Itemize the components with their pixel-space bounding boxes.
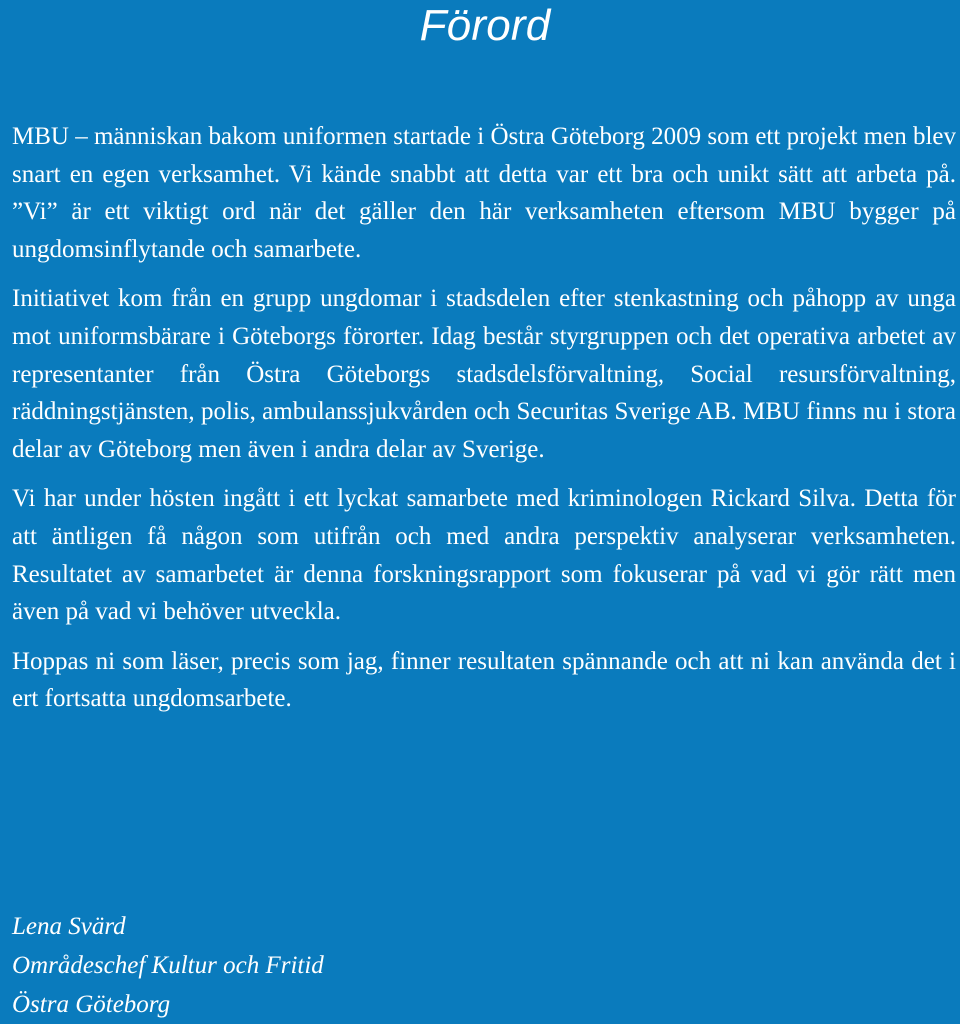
page-title: Förord [419, 1, 551, 50]
paragraph-intro: MBU – människan bakom uniformen startade i Östra Göteborg 2009 som ett projekt men blev snart en egen verksamhet. Vi kände snabbt att detta var ett bra och unikt sätt att arbeta på. ”Vi” är ett viktigt ord när det gäller den här verksamheten eftersom MBU bygger på ungdomsinflytande och samarbete. [12, 123, 956, 263]
paragraph-initiative: Initiativet kom från en grupp ungdomar i stadsdelen efter stenkastning och påhopp av unga mot uniformsbärare i Göteborgs förorter. Idag består styrgruppen och det operativa arbetet av representanter från Östra Göteborgs stadsdelsförvaltning, Social resursförvaltning, räddningstjänsten, polis, ambulanssjukvården och Securitas Sverige AB. MBU finns nu i stora delar av Göteborg men även i andra delar av Sverige. [12, 285, 956, 463]
paragraph-closing: Hoppas ni som läser, precis som jag, finner resultaten spännande och att ni kan använda det i ert fortsatta ungdomsarbete. [12, 647, 956, 713]
paragraph-collaboration: Vi har under hösten ingått i ett lyckat samarbete med kriminologen Rickard Silva. Detta för att äntligen få någon som utifrån och med andra perspektiv analyserar verksamheten. Resultatet av samarbetet är denna forskningsrapport som fokuserar på vad vi gör rätt men även på vad vi behöver utveckla. [12, 485, 956, 626]
signature-place: Östra Göteborg [12, 991, 171, 1018]
signature-name: Lena Svärd [12, 913, 126, 940]
signature-block [12, 907, 612, 1024]
foreword-body [12, 118, 956, 718]
signature-role: Områdeschef Kultur och Fritid [12, 952, 324, 979]
